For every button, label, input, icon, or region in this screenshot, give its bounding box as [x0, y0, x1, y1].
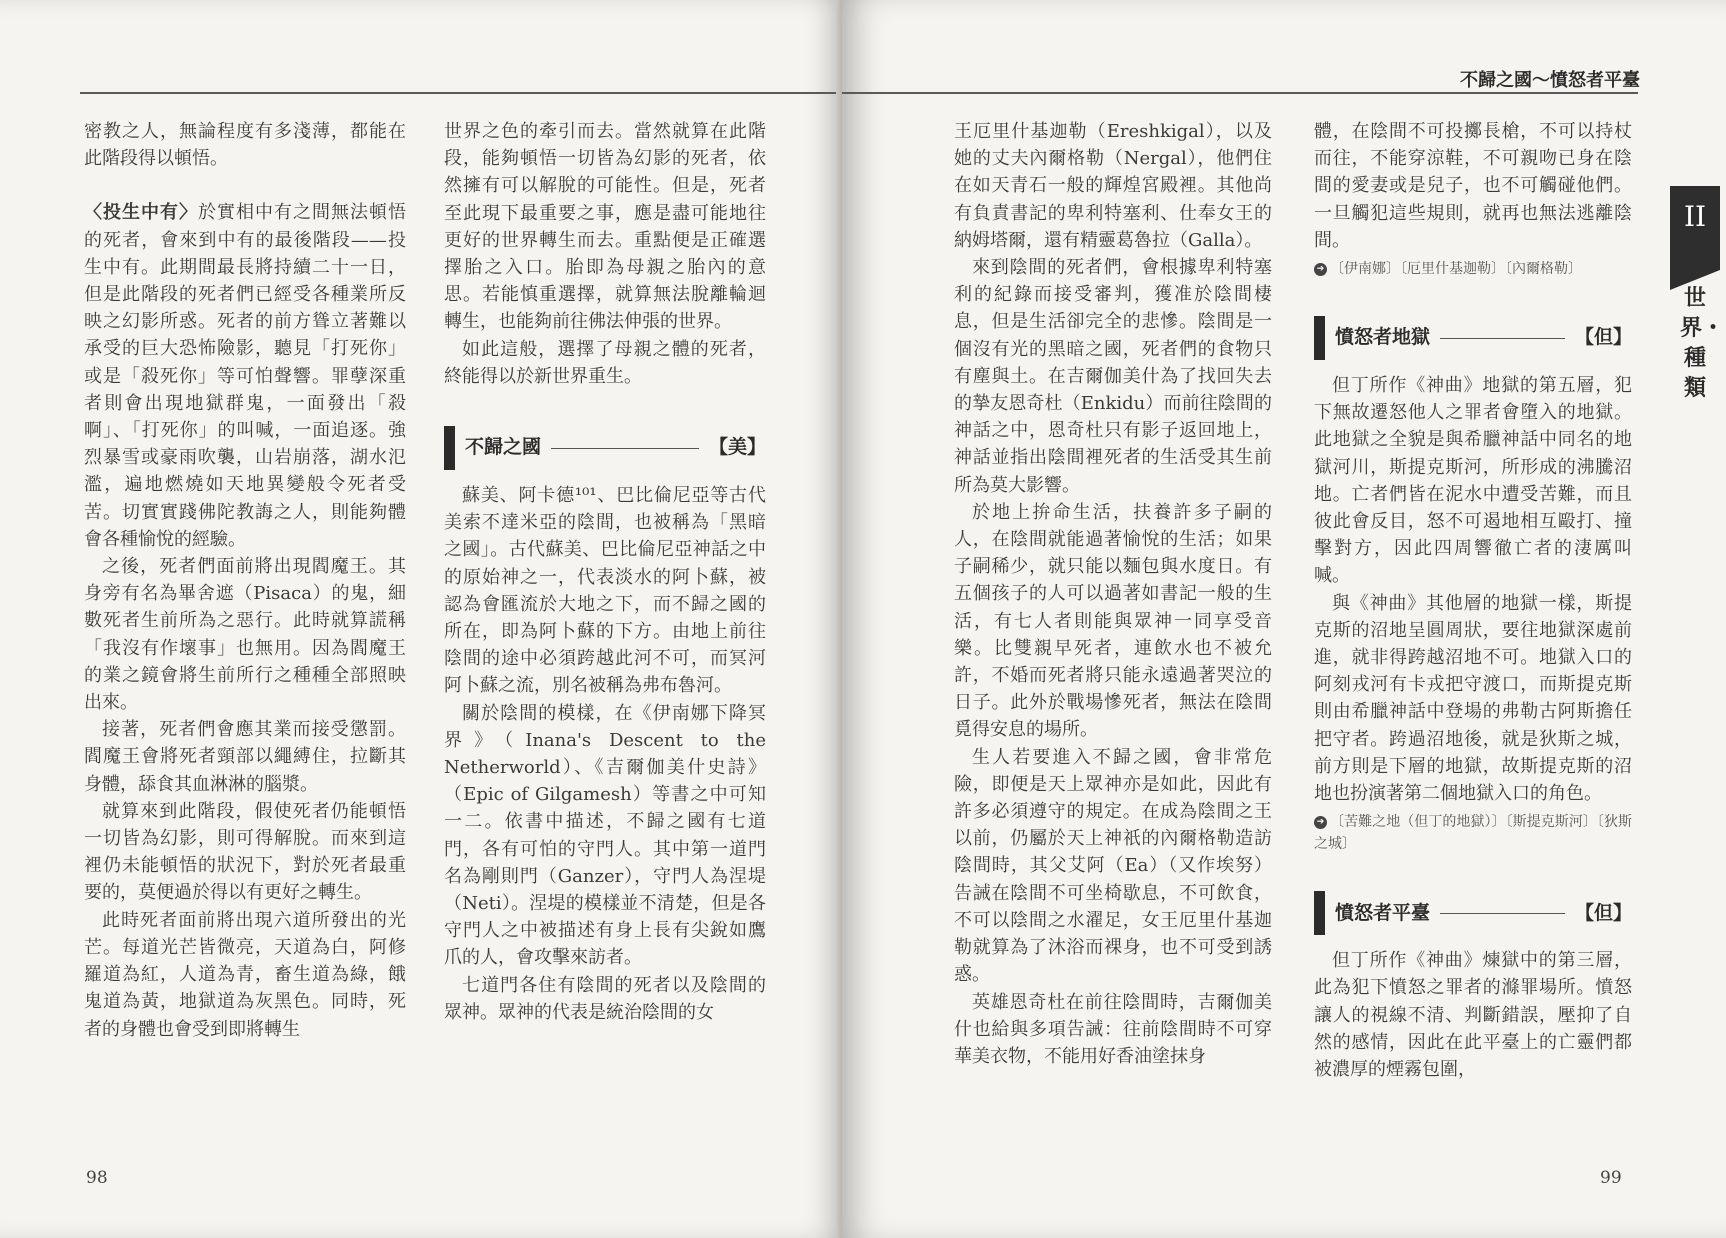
left-header-rule: [80, 92, 842, 94]
page-number-right: 99: [1600, 1168, 1622, 1188]
heading-bar: [444, 426, 455, 470]
right-column-2: [1314, 118, 1632, 1083]
left-column-2: [444, 118, 766, 1026]
heading-rule: [1440, 913, 1565, 914]
running-header: 不歸之國～憤怒者平臺: [1460, 70, 1640, 91]
paragraph: 但丁所作《神曲》地獄的第五層，犯下無故遷怒他人之罪者會墮入的地獄。此地獄之全貌是與希臘神話中同名的地獄河川，斯提克斯河，所形成的沸騰沼地。亡者們皆在泥水中遭受苦難，而且彼此會反目，怒不可遏地相互毆打、撞擊對方，因此四周響徹亡者的淒厲叫喊。: [1314, 375, 1632, 587]
section-heading-wrathful-hell: [1314, 316, 1632, 360]
subheading-bardo-of-becoming: 〈投生中有〉: [84, 202, 198, 224]
paragraph: 但丁所作《神曲》煉獄中的第三層，此為犯下憤怒之罪者的滌罪場所。憤怒讓人的視線不清、判斷錯誤，壓抑了自然的感情，因此在此平臺上的亡靈們都被濃厚的煙霧包圍，: [1314, 950, 1632, 1081]
right-header-rule: [842, 92, 1638, 94]
cross-reference: ➔ 〔苦難之地（但丁的地獄）〕〔斯提克斯河〕〔狄斯之城〕: [1314, 814, 1632, 853]
paragraph: 體，在陰間不可投擲長槍，不可以持杖而往，不能穿涼鞋，不可親吻已身在陰間的愛妻或是兒子，也不可觸碰他們。一旦觸犯這些規則，就再也無法逃離陰間。: [1314, 121, 1632, 251]
paragraph: 王厄里什基迦勒（Ereshkigal），以及她的丈夫內爾格勒（Nergal），他們住在如天青石一般的輝煌宮殿裡。其他尚有負責書記的卑利特塞利、仕奉女王的納姆塔爾，還有精靈葛魯拉（Galla）。: [954, 121, 1272, 251]
paragraph: 英雄恩奇杜在前往陰間時，吉爾伽美什也給與多項告誡：往前陰間時不可穿華美衣物，不能用好香油塗抹身: [954, 991, 1272, 1067]
paragraph: 此時死者面前將出現六道所發出的光芒。每道光芒皆微亮，天道為白，阿修羅道為紅，人道為青，畜生道為綠，餓鬼道為黃，地獄道為灰黑色。同時，死者的身體也會受到即將轉生: [84, 909, 406, 1040]
heading-rule: [551, 448, 699, 449]
paragraph: 來到陰間的死者們，會根據卑利特塞利的紀錄而接受審判，獲准於陰間棲息，但是生活卻完全的悲慘。陰間是一個沒有光的黑暗之國，死者們的食物只有塵與土。在吉爾伽美什為了找回失去的摯友恩奇杜（Enkidu）而前往陰間的神話之中，恩奇杜只有影子返回地上，神話並指出陰間裡死者的生活受其生前所為莫大影響。: [954, 257, 1272, 496]
paragraph: 世界之色的牽引而去。當然就算在此階段，能夠頓悟一切皆為幻影的死者，依然擁有可以解脫的可能性。但是，死者至此現下最重要之事，應是盡可能地往更好的世界轉生而去。重點便是正確選擇胎之入口。胎即為母親之胎內的意思。若能慎重選擇，就算無法脫離輪迴轉生，也能夠前往佛法伸張的世界。: [444, 121, 766, 333]
paragraph: 接著，死者們會應其業而接受懲罰。閻魔王會將死者頸部以繩縛住，拉斷其身體，舔食其血淋淋的腦漿。: [84, 719, 406, 795]
arrow-right-icon: ➔: [1314, 263, 1327, 276]
section-heading-wrathful-terrace: [1314, 891, 1632, 935]
section-title: 憤怒者地獄: [1335, 326, 1431, 349]
section-tag: 【但】: [1574, 326, 1632, 349]
section-tag: 【美】: [708, 436, 766, 459]
paragraph: 如此這般，選擇了母親之體的死者，終能得以於新世界重生。: [444, 338, 766, 387]
paragraph: 七道門各住有陰間的死者以及陰間的眾神。眾神的代表是統治陰間的女: [444, 974, 766, 1023]
right-page: [842, 0, 1726, 1238]
chapter-numeral: II: [1683, 200, 1707, 233]
section-heading-land-of-no-return: [444, 426, 766, 470]
section-title: 憤怒者平臺: [1335, 901, 1431, 924]
left-column-1: [84, 118, 406, 1043]
section-tag: 【但】: [1574, 901, 1632, 924]
left-page: [0, 0, 842, 1238]
heading-rule: [1440, 338, 1565, 339]
paragraph: 生人若要進入不歸之國，會非常危險，即便是天上眾神亦是如此，因此有許多必須遵守的規定。在成為陰間之王以前，仍屬於天上神祇的內爾格勒造訪陰間時，其父艾阿（Ea）（又作埃努）告誡在陰間不可坐椅歇息，不可飲食，不可以陰間之水濯足，女王厄里什基迦勒就算為了沐浴而裸身，也不可受到誘惑。: [954, 746, 1272, 986]
cross-reference: ➔ 〔伊南娜〕〔厄里什基迦勒〕〔內爾格勒〕: [1314, 258, 1632, 280]
paragraph: 關於陰間的模樣，在《伊南娜下降冥界》（Inana's Descent to the Netherworld）、《吉爾伽美什史詩》（Epic of Gilgamesh）等書之中可知一二。依書中描述，不歸之國有七道門，各有可怕的守門人。其中第一道門名為剛則門（Ganzer），守門人為涅堤（Neti）。涅堤的模樣並不清楚，但是各守門人之中被描述有身上長有尖銳如鷹爪的人，會攻擊來訪者。: [444, 702, 766, 969]
paragraph: 於地上拚命生活，扶養許多子嗣的人，在陰間就能過著愉悅的生活；如果子嗣稀少，就只能以麵包與水度日。有五個孩子的人可以過著如書記一般的生活，有七人者則能與眾神一同享受音樂。比雙親早死者，連飲水也不被允許，不婚而死者將只能永遠過著哭泣的日子。此外於戰場慘死者，無法在陰間覓得安息的場所。: [954, 501, 1272, 741]
paragraph: 蘇美、阿卡德¹⁰¹、巴比倫尼亞等古代美索不達米亞的陰間，也被稱為「黑暗之國」。古代蘇美、巴比倫尼亞神話之中的原始神之一，代表淡水的阿卜蘇，被認為會匯流於大地之下，而不歸之國的所在，即為阿卜蘇的下方。由地上前往陰間的途中必須跨越此河不可，而冥河阿卜蘇之流，別名被稱為弗布魯河。: [444, 485, 766, 697]
right-column-1: [954, 118, 1272, 1070]
paragraph: 與《神曲》其他層的地獄一樣，斯提克斯的沼地呈圓周狀，要往地獄深處前進，就非得跨越沼地不可。地獄入口的阿刻戎河有卡戎把守渡口，而斯提克斯則由希臘神話中登場的弗勒古阿斯擔任把守者。跨過沼地後，就是狄斯之城，前方則是下層的地獄，故斯提克斯的沼地也扮演著第二個地獄入口的角色。: [1314, 592, 1632, 805]
arrow-right-icon: ➔: [1314, 816, 1327, 829]
heading-bar: [1314, 316, 1325, 360]
paragraph: 就算來到此階段，假使死者仍能頓悟一切皆為幻影，則可得解脫。而來到這裡仍未能頓悟的狀況下，對於死者最重要的，莫便過於得以有更好之轉生。: [84, 800, 406, 904]
chapter-tab: [1670, 186, 1720, 270]
chapter-label-vertical: 世界・種類: [1680, 286, 1725, 401]
section-title: 不歸之國: [465, 436, 542, 459]
page-number-left: 98: [86, 1168, 108, 1188]
paragraph: 〈投生中有〉於實相中有之間無法頓悟的死者，會來到中有的最後階段——投生中有。此期間最長將持續二十一日，但是此階段的死者們已經受各種業所反映之幻影所惑。死者的前方聳立著難以承受的巨大恐怖險影，聽見「打死你」或是「殺死你」等可怕聲響。罪孽深重者則會出現地獄群鬼，一面發出「殺啊」、「打死你」的叫喊，一面追逐。強烈暴雪或豪雨吹襲，山岩崩落，湖水氾濫，遍地燃燒如天地異變般令死者受苦。切實實踐佛陀教誨之人，則能夠體會各種愉悅的經驗。: [84, 202, 406, 550]
paragraph: 之後，死者們面前將出現閻魔王。其身旁有名為畢舍遮（Pisaca）的鬼，細數死者生前所為之惡行。此時就算謊稱「我沒有作壞事」也無用。因為閻魔王的業之鏡會將生前所行之種種全部照映出來。: [84, 556, 406, 714]
heading-bar: [1314, 891, 1325, 935]
paragraph: 密教之人，無論程度有多淺薄，都能在此階段得以頓悟。: [84, 121, 406, 170]
